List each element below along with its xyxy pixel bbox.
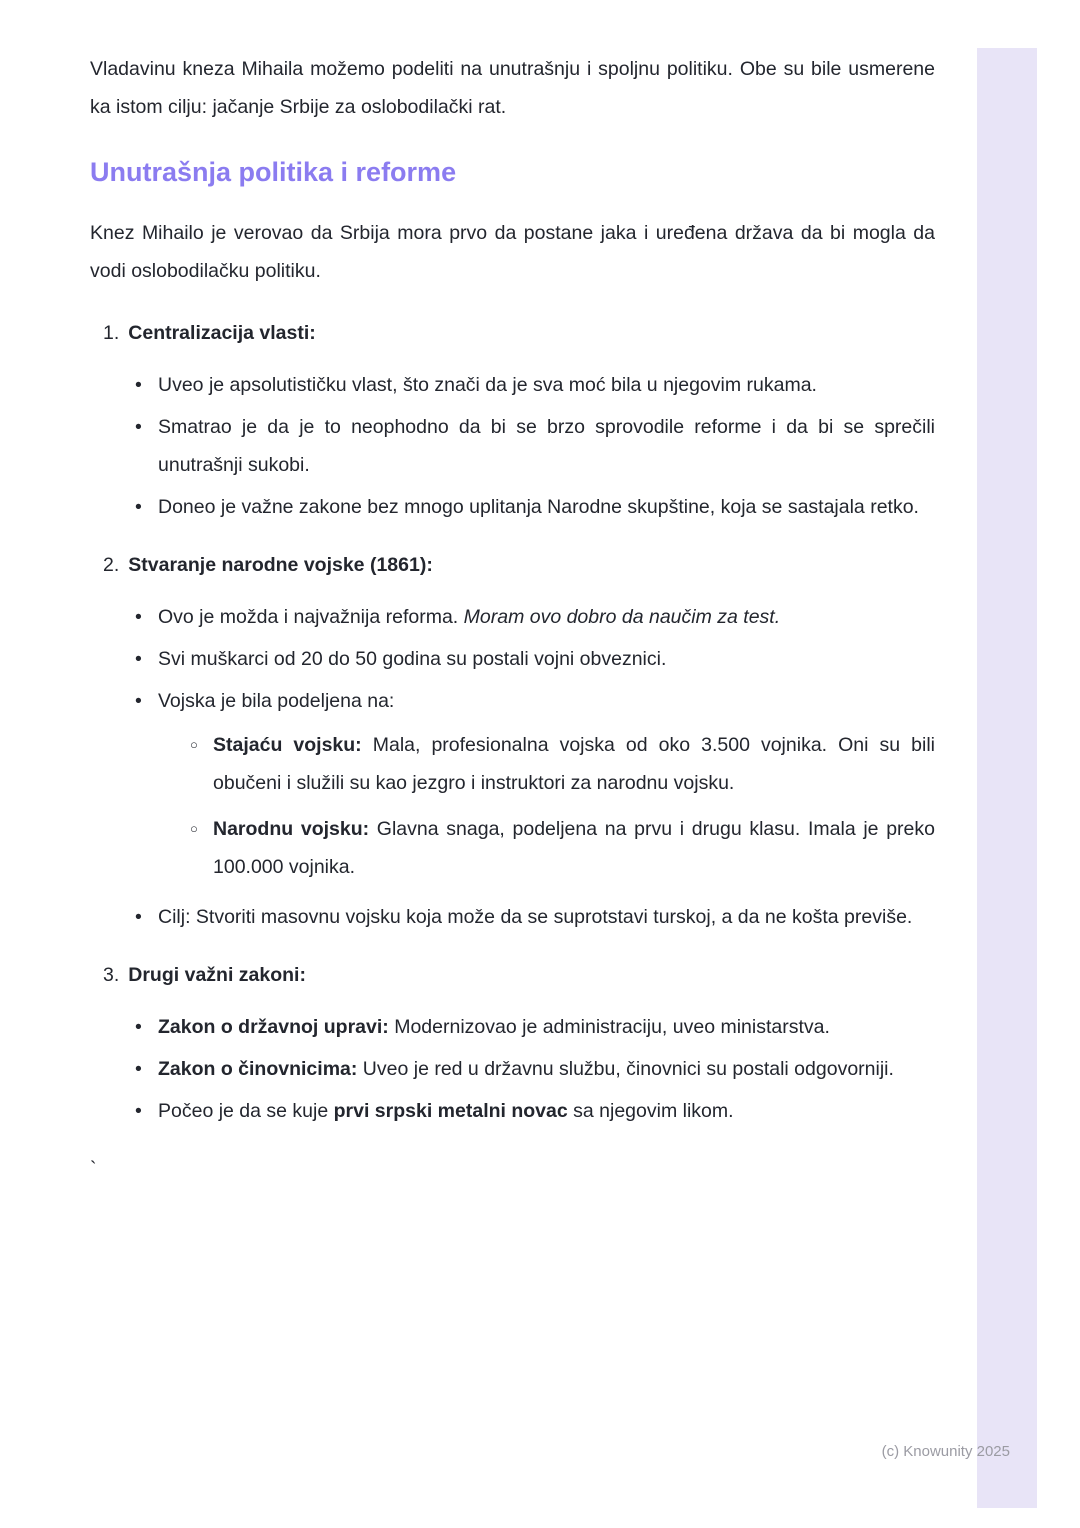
bullet-text: [158, 1050, 935, 1088]
section-heading: Unutrašnja politika i reforme: [90, 157, 457, 187]
text-segment: Svi muškarci od 20 do 50 godina su postali vojni obveznici.: [158, 648, 667, 670]
bullet-icon: •: [135, 496, 142, 518]
item-title: Drugi važni zakoni:: [128, 964, 306, 986]
reforms-list: [90, 314, 935, 1130]
text-segment: Počeo je da se kuje: [158, 1100, 334, 1122]
bullet-list: [90, 366, 935, 526]
bullet-item: [135, 640, 935, 678]
text-segment: Vojska je bila podeljena na:: [158, 690, 395, 712]
bullet-icon: •: [135, 690, 142, 712]
text-segment-bold: Zakon o državnoj upravi:: [158, 1016, 389, 1038]
sub-bullet-item: [190, 810, 935, 886]
document-content: [90, 50, 935, 1188]
bullet-row: [135, 598, 935, 636]
footer-copyright: (c) Knowunity 2025: [881, 1443, 1010, 1460]
list-item-heading: [90, 546, 935, 584]
page-edge-strip: [977, 48, 1037, 1508]
sub-bullet-icon: ○: [190, 737, 198, 752]
item-title: Stvaranje narodne vojske (1861):: [128, 554, 433, 576]
text-segment: Cilj: Stvoriti masovnu vojsku koja može da se suprotstavi turskoj, a da ne košta previše.: [158, 906, 913, 928]
text-segment: Ovo je možda i najvažnija reforma.: [158, 606, 464, 628]
sub-bullet-text: [213, 726, 935, 802]
bullet-text: [158, 1008, 935, 1046]
bullet-icon: •: [135, 1058, 142, 1080]
bullet-text: [158, 898, 935, 936]
bullet-item: [135, 1092, 935, 1130]
bullet-row: [135, 1092, 935, 1130]
item-title: Centralizacija vlasti:: [128, 322, 316, 344]
text-segment-bold: Narodnu vojsku:: [213, 818, 370, 840]
list-item-heading: [90, 314, 935, 352]
bullet-text: [158, 682, 935, 894]
sub-bullet-list: [158, 726, 935, 886]
bullet-icon: •: [135, 374, 142, 396]
bullet-row: [135, 1008, 935, 1046]
bullet-text: [158, 488, 935, 526]
text-segment-bold: Stajaću vojsku:: [213, 734, 362, 756]
bullet-text: [158, 408, 935, 484]
bullet-icon: •: [135, 416, 142, 438]
sub-bullet-text: [213, 810, 935, 886]
bullet-icon: •: [135, 1016, 142, 1038]
bullet-list: [90, 1008, 935, 1130]
bullet-text: [158, 598, 935, 636]
stray-backtick: `: [90, 1158, 97, 1180]
bullet-row: [135, 682, 935, 894]
bullet-list: [90, 598, 935, 936]
lead-paragraph: Knez Mihailo je verovao da Srbija mora prvo da postane jaka i uređena država da bi mogla da vodi oslobodilačku politiku.: [90, 222, 935, 282]
bullet-item: [135, 682, 935, 894]
bullet-item: [135, 408, 935, 484]
text-segment: Mala, profesionalna vojska od oko 3.500 vojnika. Oni su bili obučeni i služili su kao jezgro i instruktori za narodnu vojsku.: [213, 734, 935, 794]
bullet-text: [158, 1092, 935, 1130]
bullet-item: [135, 598, 935, 636]
list-item-centralizacija: [90, 314, 935, 526]
bullet-text: [158, 366, 935, 404]
bullet-item: [135, 366, 935, 404]
bullet-row: [135, 640, 935, 678]
item-number: 3.: [103, 964, 120, 986]
item-number: 2.: [103, 554, 120, 576]
intro-paragraph: Vladavinu kneza Mihaila možemo podeliti na unutrašnju i spoljnu politiku. Obe su bile usmerene ka istom cilju: jačanje Srbije za oslobodilački rat.: [90, 58, 935, 118]
bullet-item: [135, 1008, 935, 1046]
text-segment: Modernizovao je administraciju, uveo ministarstva.: [388, 1016, 830, 1038]
bullet-icon: •: [135, 906, 142, 928]
text-segment: sa njegovim likom.: [567, 1100, 734, 1122]
bullet-item: [135, 898, 935, 936]
text-segment: Uveo je apsolutističku vlast, što znači da je sva moć bila u njegovim rukama.: [158, 374, 817, 396]
bullet-row: [135, 408, 935, 484]
bullet-icon: •: [135, 606, 142, 628]
text-segment: Uveo je red u državnu službu, činovnici su postali odgovorniji.: [357, 1058, 894, 1080]
text-segment-italic: Moram ovo dobro da naučim za test.: [463, 606, 781, 628]
text-segment: Doneo je važne zakone bez mnogo uplitanja Narodne skupštine, koja se sastajala retko.: [158, 496, 919, 518]
bullet-row: [135, 898, 935, 936]
bullet-icon: •: [135, 1100, 142, 1122]
bullet-item: [135, 1050, 935, 1088]
text-segment: Glavna snaga, podeljena na prvu i drugu klasu. Imala je preko 100.000 vojnika.: [213, 818, 935, 878]
list-item-heading: [90, 956, 935, 994]
bullet-item: [135, 488, 935, 526]
sub-bullet-icon: ○: [190, 821, 198, 836]
bullet-icon: •: [135, 648, 142, 670]
list-item-narodna-vojska: [90, 546, 935, 936]
bullet-text: [158, 640, 935, 678]
item-number: 1.: [103, 322, 120, 344]
text-segment-bold: prvi srpski metalni novac: [333, 1100, 568, 1122]
list-item-drugi-zakoni: [90, 956, 935, 1130]
text-segment-bold: Zakon o činovnicima:: [158, 1058, 358, 1080]
text-segment: Smatrao je da je to neophodno da bi se brzo sprovodile reforme i da bi se sprečili unutrašnji sukobi.: [158, 416, 935, 476]
bullet-row: [135, 1050, 935, 1088]
sub-bullet-item: [190, 726, 935, 802]
bullet-row: [135, 366, 935, 404]
bullet-row: [135, 488, 935, 526]
